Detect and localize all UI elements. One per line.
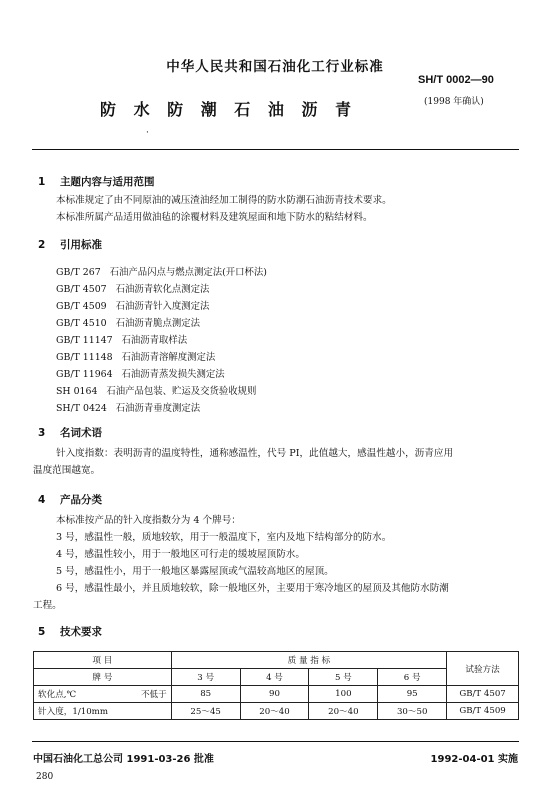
section-title: 技术要求	[60, 626, 102, 638]
document-title: 防 水 防 潮 石 油 沥 青	[100, 100, 357, 119]
paragraph: 4 号，感温性较小，用于一般地区可行走的缓坡屋顶防水。	[56, 549, 305, 560]
method-cell: GB/T 4507	[447, 686, 519, 703]
paragraph: 工程。	[33, 600, 62, 611]
grade-cell: 3 号	[171, 669, 240, 686]
issued-by: 中国石油化工总公司 1991-03-26 批准	[33, 754, 214, 765]
row-name: 软化点,℃	[38, 690, 77, 700]
header-rule	[32, 149, 519, 150]
header-item: 项 目	[34, 652, 172, 669]
reference-item: SH 0164 石油产品包装、贮运及交货验收规则	[56, 386, 257, 397]
reference-item: GB/T 4509 石油沥青针入度测定法	[56, 301, 210, 312]
table-row	[34, 703, 519, 720]
paragraph: 5 号，感温性小，用于一般地区暴露屋顶或气温较高地区的屋顶。	[56, 566, 334, 577]
section-number: 1	[38, 176, 46, 188]
footer-rule	[32, 741, 519, 742]
section-4-heading	[38, 492, 102, 507]
section-title: 主题内容与适用范围	[60, 176, 155, 188]
confirmation-note: (1998 年确认)	[424, 97, 484, 107]
value-cell: 25～45	[171, 703, 240, 720]
reference-item: GB/T 11147 石油沥青取样法	[56, 335, 188, 346]
section-2-heading	[38, 237, 102, 252]
section-number: 4	[38, 494, 46, 506]
section-3-heading	[38, 425, 102, 440]
row-name-cell	[34, 686, 172, 703]
reference-item: GB/T 4507 石油沥青软化点测定法	[56, 284, 210, 295]
reference-item: GB/T 11964 石油沥青蒸发损失测定法	[56, 369, 225, 380]
reference-item: GB/T 11148 石油沥青溶解度测定法	[56, 352, 216, 363]
reference-item: GB/T 267 石油产品闪点与燃点测定法(开口杯法)	[56, 267, 267, 278]
value-cell: 20～40	[240, 703, 309, 720]
paragraph: 本标准按产品的针入度指数分为 4 个牌号：	[56, 515, 241, 526]
reference-item: GB/T 4510 石油沥青脆点测定法	[56, 318, 200, 329]
value-cell: 100	[309, 686, 378, 703]
grade-cell: 5 号	[309, 669, 378, 686]
section-1-heading	[38, 174, 155, 189]
section-title: 产品分类	[60, 494, 102, 506]
section-number: 2	[38, 239, 46, 251]
grade-cell: 4 号	[240, 669, 309, 686]
table-header-row	[34, 669, 519, 686]
page-number: 280	[36, 772, 54, 782]
paragraph: 温度范围越宽。	[33, 465, 101, 476]
value-cell: 20～40	[309, 703, 378, 720]
value-cell: 30～50	[378, 703, 447, 720]
section-number: 5	[38, 626, 46, 638]
technical-requirements-table	[33, 651, 519, 720]
national-standard-title: 中华人民共和国石油化工行业标准	[166, 59, 384, 75]
header-test-method: 试验方法	[447, 652, 519, 686]
value-cell: 85	[171, 686, 240, 703]
row-name: 针入度，1/10mm	[38, 707, 108, 717]
table-row	[34, 686, 519, 703]
grade-cell: 6 号	[378, 669, 447, 686]
section-number: 3	[38, 427, 46, 439]
method-cell: GB/T 4509	[447, 703, 519, 720]
reference-item: SH/T 0424 石油沥青垂度测定法	[56, 403, 201, 414]
value-cell: 90	[240, 686, 309, 703]
implementation-date: 1992-04-01 实施	[430, 754, 518, 765]
row-condition: 不低于	[140, 690, 167, 700]
section-title: 引用标准	[60, 239, 102, 251]
paragraph: 针入度指数：表明沥青的温度特性，通称感温性，代号 PI，此值越大，感温性越小，沥青应用	[56, 448, 454, 459]
header-quality-index: 质 量 指 标	[171, 652, 446, 669]
paragraph: 本标准所属产品适用做油毡的涂覆材料及建筑屋面和地下防水的粘结材料。	[56, 212, 373, 223]
section-5-heading	[38, 624, 102, 639]
section-title: 名词术语	[60, 427, 102, 439]
paragraph: 6 号，感温性最小，并且质地较软，除一般地区外，主要用于寒冷地区的屋顶及其他防水防潮	[56, 583, 449, 594]
value-cell: 95	[378, 686, 447, 703]
row-name-cell	[34, 703, 172, 720]
header-grade: 牌 号	[34, 669, 172, 686]
paragraph: 本标准规定了由不同原油的减压渣油经加工制得的防水防潮石油沥青技术要求。	[56, 195, 392, 206]
paragraph: 3 号，感温性一般，质地较软，用于一般温度下，室内及地下结构部分的防水。	[56, 532, 392, 543]
table-header-row	[34, 652, 519, 669]
standard-number: SH/T 0002—90	[418, 74, 494, 86]
dot-mark: ·	[146, 128, 149, 138]
